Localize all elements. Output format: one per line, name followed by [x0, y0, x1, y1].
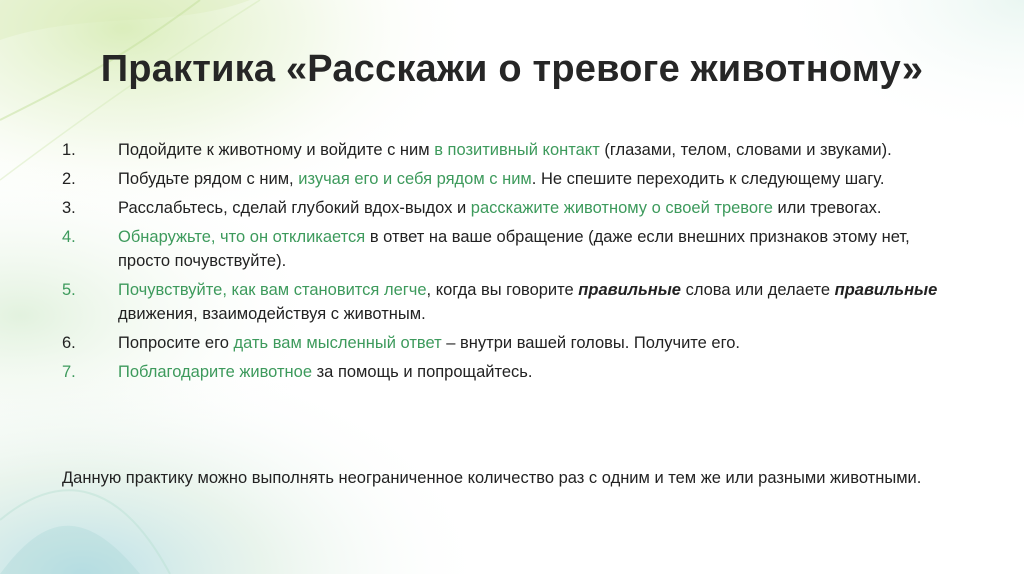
item-number: 1. — [62, 141, 76, 159]
item-text-part: или тревогах. — [772, 199, 882, 217]
item-text-part: – внутри вашей головы. Получите его. — [441, 334, 741, 352]
highlight-text: изучая его и себя рядом с ним — [298, 170, 532, 188]
highlight-text: Почувствуйте, как вам становится легче — [118, 281, 427, 299]
list-item — [62, 138, 962, 162]
item-text — [118, 278, 962, 326]
highlight-text: дать вам мысленный ответ — [233, 334, 442, 352]
item-text-part: , когда вы говорите — [426, 281, 579, 299]
list-item — [62, 225, 962, 273]
highlight-text: Поблагодарите животное — [118, 363, 313, 381]
item-number: 3. — [62, 199, 76, 217]
item-text-part: в ответ на ваше обращение (даже если внешних признаков этому нет, просто почувствуйте). — [118, 228, 910, 270]
item-text — [118, 360, 962, 384]
item-number: 2. — [62, 170, 76, 188]
item-number: 6. — [62, 334, 76, 352]
item-text-part: Расслабьтесь, сделай глубокий вдох-выдох и — [118, 199, 471, 217]
item-text-part: Попросите его — [118, 334, 234, 352]
list-item — [62, 360, 962, 384]
item-text-part: Побудьте рядом с ним, — [118, 170, 299, 188]
list-item — [62, 278, 962, 326]
footer-note: Данную практику можно выполнять неограниченное количество раз с одним и тем же или разными животными. — [62, 469, 922, 487]
item-text-part: слова или делаете — [680, 281, 835, 299]
item-text — [118, 225, 962, 273]
item-text — [118, 331, 962, 355]
highlight-text: Обнаружьте, что он откликается — [118, 228, 366, 246]
page-title: Практика «Расскажи о тревоге животному» — [100, 48, 924, 90]
list-item — [62, 167, 962, 191]
item-text-part: Подойдите к животному и войдите с ним — [118, 141, 435, 159]
item-number: 5. — [62, 281, 76, 299]
item-text-part: за помощь и попрощайтесь. — [312, 363, 533, 381]
steps-list — [62, 138, 962, 389]
emphasis-text: правильные — [834, 281, 938, 299]
highlight-text: расскажите животному о своей тревоге — [470, 199, 773, 217]
emphasis-text: правильные — [578, 281, 681, 299]
item-number: 4. — [62, 228, 76, 246]
item-text-part: (глазами, телом, словами и звуками). — [599, 141, 892, 159]
item-text — [118, 138, 962, 162]
item-number: 7. — [62, 363, 76, 381]
highlight-text: в позитивный контакт — [434, 141, 600, 159]
item-text — [118, 196, 962, 220]
list-item — [62, 196, 962, 220]
list-item — [62, 331, 962, 355]
item-text — [118, 167, 962, 191]
item-text-part: движения, взаимодействуя с животным. — [118, 305, 426, 323]
item-text-part: . Не спешите переходить к следующему шагу. — [531, 170, 885, 188]
